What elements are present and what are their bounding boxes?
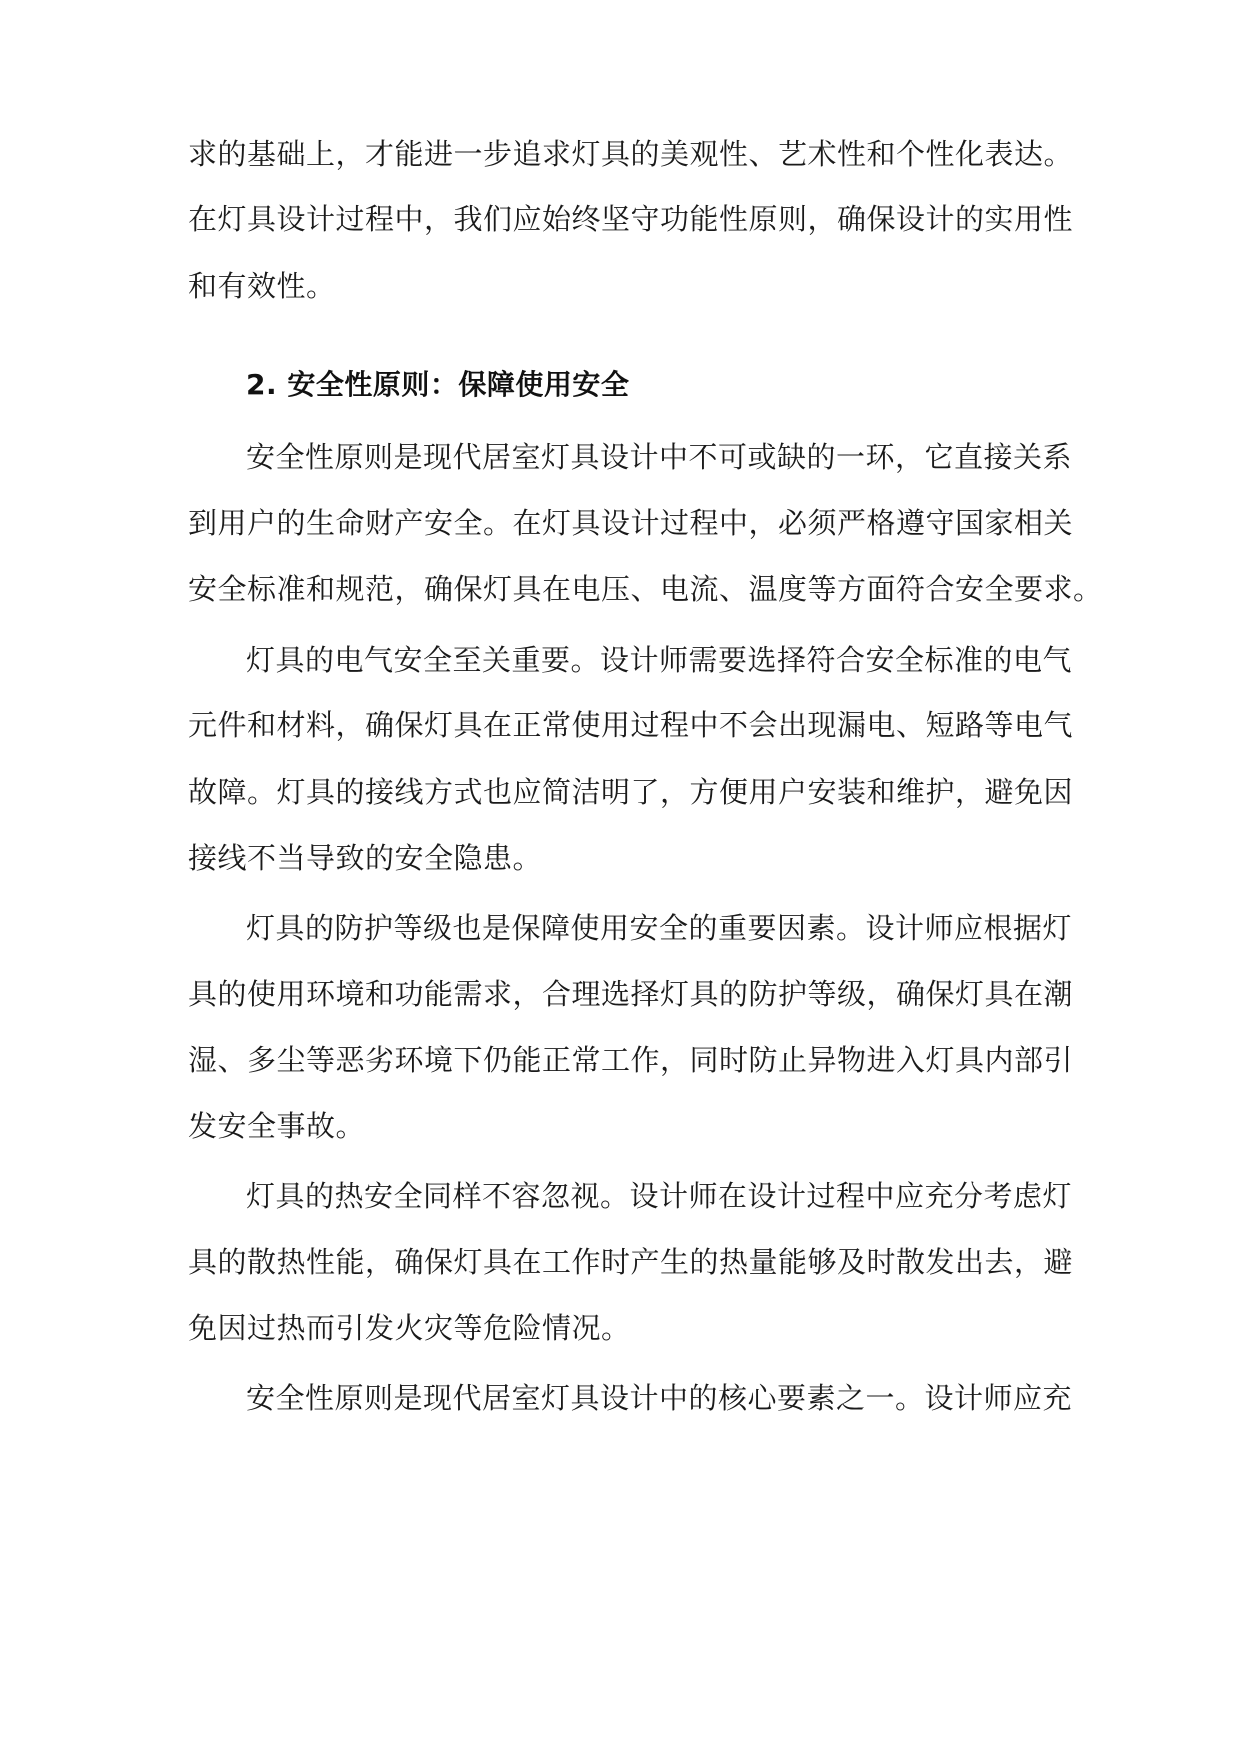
text-line: 灯具的防护等级也是保障使用安全的重要因素。设计师应根据灯	[246, 911, 1073, 945]
text-line: 灯具的电气安全至关重要。设计师需要选择符合安全标准的电气	[246, 643, 1073, 677]
text-line: 安全标准和规范，确保灯具在电压、电流、温度等方面符合安全要求。	[188, 572, 1103, 606]
text-line: 接线不当导致的安全隐患。	[188, 841, 543, 875]
text-line: 求的基础上，才能进一步追求灯具的美观性、艺术性和个性化表达。	[188, 137, 1074, 171]
text-line: 和有效性。	[188, 269, 336, 303]
section-heading: 2. 安全性原则：保障使用安全	[246, 368, 630, 401]
text-line: 灯具的热安全同样不容忽视。设计师在设计过程中应充分考虑灯	[246, 1179, 1073, 1213]
text-line: 免因过热而引发火灾等危险情况。	[188, 1311, 631, 1345]
text-line: 具的散热性能，确保灯具在工作时产生的热量能够及时散发出去，避	[188, 1245, 1074, 1279]
text-line: 元件和材料，确保灯具在正常使用过程中不会出现漏电、短路等电气	[188, 708, 1074, 742]
text-line: 在灯具设计过程中，我们应始终坚守功能性原则，确保设计的实用性	[188, 202, 1074, 236]
text-line: 发安全事故。	[188, 1109, 366, 1143]
text-line: 湿、多尘等恶劣环境下仍能正常工作，同时防止异物进入灯具内部引	[188, 1043, 1074, 1077]
text-line: 故障。灯具的接线方式也应简洁明了，方便用户安装和维护，避免因	[188, 775, 1074, 809]
text-line: 安全性原则是现代居室灯具设计中的核心要素之一。设计师应充	[246, 1381, 1073, 1415]
text-line: 安全性原则是现代居室灯具设计中不可或缺的一环，它直接关系	[246, 440, 1073, 474]
text-line: 具的使用环境和功能需求，合理选择灯具的防护等级，确保灯具在潮	[188, 977, 1074, 1011]
text-line: 到用户的生命财产安全。在灯具设计过程中，必须严格遵守国家相关	[188, 506, 1074, 540]
